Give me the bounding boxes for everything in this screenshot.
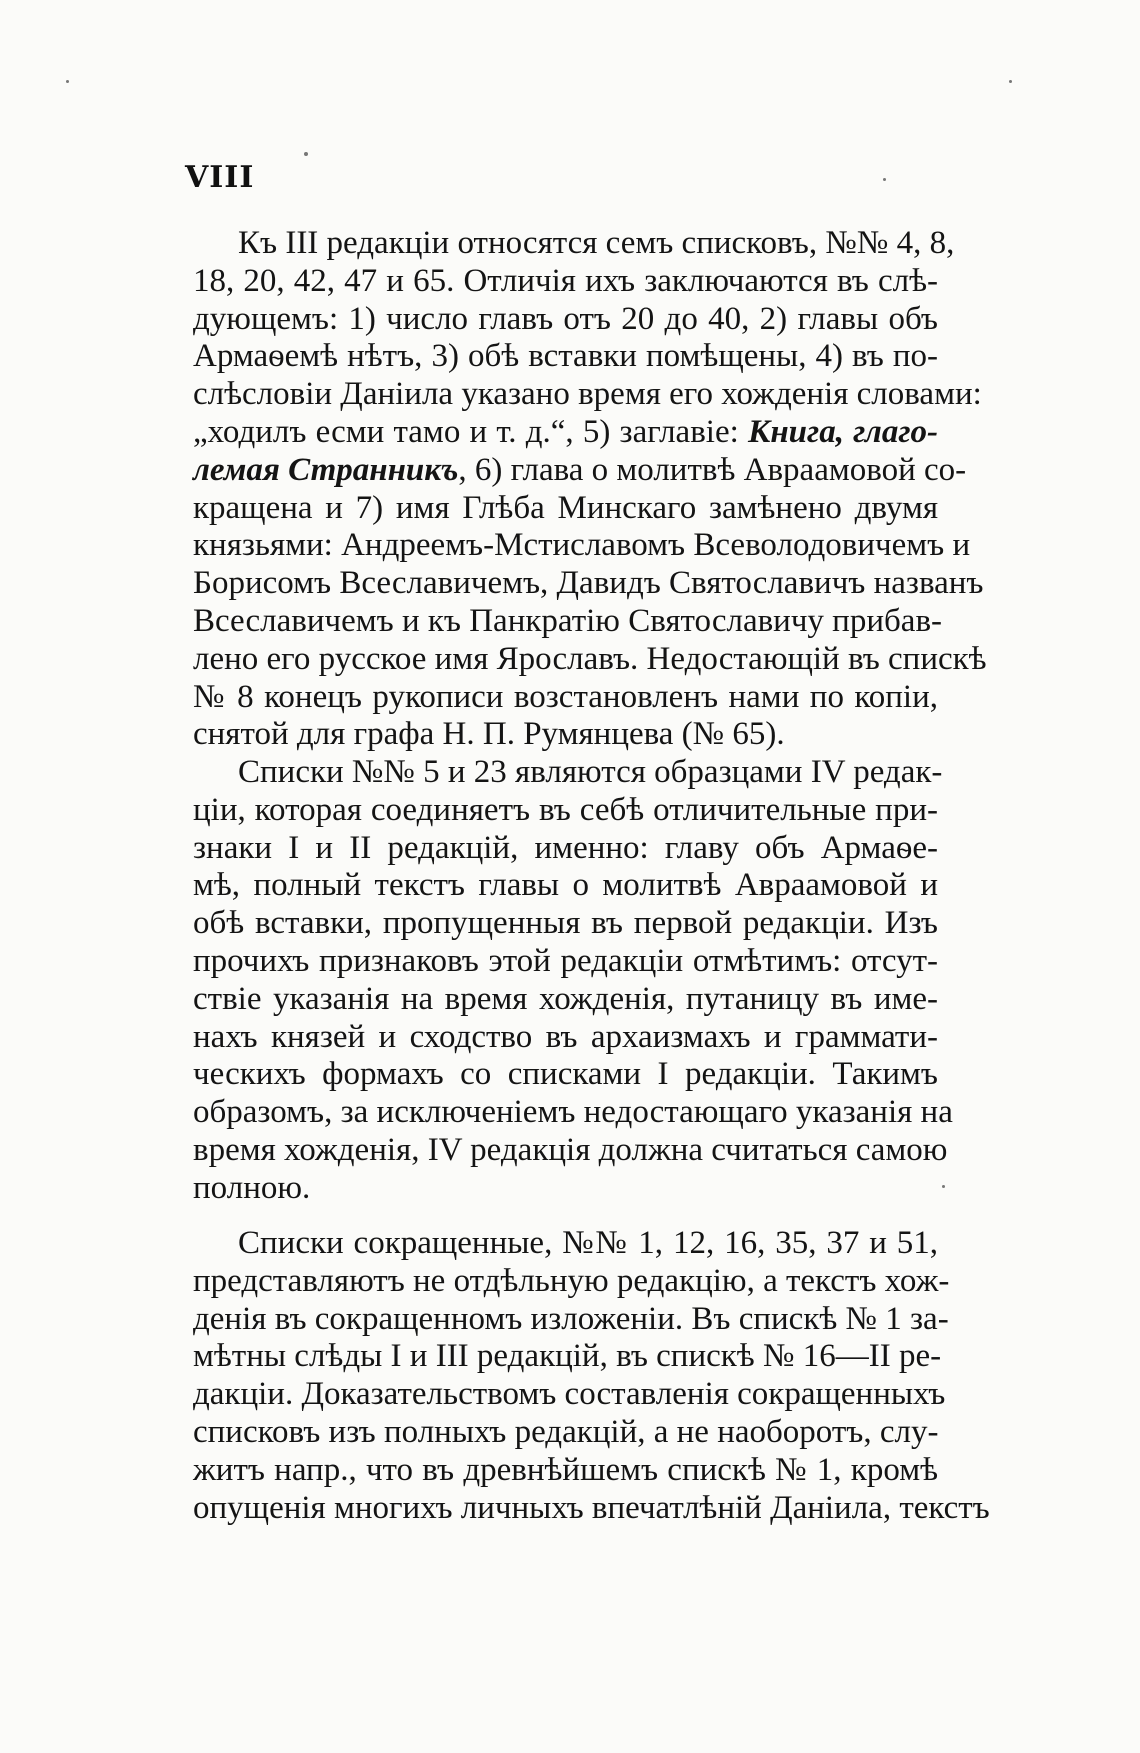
ink-speck (66, 80, 69, 83)
text-line (193, 414, 938, 452)
paragraph-1 (193, 225, 987, 754)
text-line: 18, 20, 42, 47 и 65. Отличія ихъ заключаются въ слѣ- (193, 262, 938, 299)
text-line: Къ III редакціи относятся семъ списковъ, №№ 4, 8, (238, 225, 955, 261)
text-line: ствіе указанія на время хожденія, путаницу въ име- (193, 980, 938, 1017)
text-line: снятой для графа Н. П. Румянцева (№ 65). (193, 716, 785, 753)
ink-speck (883, 178, 886, 181)
text-line: представляютъ не отдѣльную редакцію, а текстъ хож- (193, 1262, 950, 1299)
text-line: списковъ изъ полныхъ редакцій, а не наоборотъ, слу- (193, 1413, 939, 1450)
text-line: мѣтны слѣды I и III редакцій, въ спискѣ № 16—II ре- (193, 1338, 942, 1375)
text-line: опущенія многихъ личныхъ впечатлѣній Даніила, текстъ (193, 1489, 990, 1526)
text-line: прочихъ признаковъ этой редакціи отмѣтимъ: отсут- (193, 942, 938, 979)
text-line: обѣ вставки, пропущенныя въ первой редакціи. Изъ (193, 905, 938, 942)
text-line: денія въ сокращенномъ изложеніи. Въ спискѣ № 1 за- (193, 1300, 949, 1337)
text-line: полною. (193, 1169, 311, 1206)
text-line: Борисомъ Всеславичемъ, Давидъ Святославичъ названъ (193, 565, 984, 602)
title-emphasis: Книга, глаго- (747, 413, 938, 450)
text-line: дакціи. Доказательствомъ составленія сокращенныхъ (193, 1376, 946, 1413)
ink-speck (1009, 80, 1012, 83)
text-line: образомъ, за исключеніемъ недостающаго указанія на (193, 1094, 953, 1131)
ink-speck (304, 152, 308, 156)
text-line: Армаѳемѣ нѣтъ, 3) обѣ вставки помѣщены, 4) въ по- (193, 338, 938, 375)
text-line: лено его русское имя Ярославъ. Недостающій въ спискѣ (193, 640, 987, 677)
text-line: кращена и 7) имя Глѣба Минскаго замѣнено двумя (193, 489, 938, 526)
text-line: время хожденія, IV редакція должна считаться самою (193, 1131, 948, 1168)
paragraph-2 (193, 754, 953, 1208)
text-line: нахъ князей и сходство въ архаизмахъ и граммати- (193, 1018, 938, 1055)
text-fragment: „ходилъ есми тамо и т. д.“, 5) заглавіе: (193, 413, 748, 450)
paragraph-3 (193, 1225, 990, 1527)
text-line: слѣсловіи Даніила указано время его хожденія словами: (193, 376, 982, 413)
text-line: житъ напр., что въ древнѣйшемъ спискѣ № 1, кромѣ (193, 1451, 938, 1488)
page-number: VIII (185, 160, 255, 195)
text-fragment: , 6) глава о молитвѣ Авраамовой со- (458, 451, 967, 488)
text-line: мѣ, полный текстъ главы о молитвѣ Авраамовой и (193, 867, 938, 904)
text-line: Всеславичемъ и къ Панкратію Святославичу прибав- (193, 602, 943, 639)
text-line: ціи, которая соединяетъ въ себѣ отличительные при- (193, 791, 938, 828)
text-line: Списки сокращенные, №№ 1, 12, 16, 35, 37 и 51, (238, 1225, 938, 1261)
text-line (193, 451, 967, 490)
title-emphasis: лемая Странникъ (193, 451, 459, 488)
text-line: ческихъ формахъ со списками I редакціи. Такимъ (193, 1056, 938, 1093)
text-line: № 8 конецъ рукописи возстановленъ нами по копіи, (193, 678, 938, 715)
text-line: Списки №№ 5 и 23 являются образцами IV редак- (238, 754, 943, 790)
ink-speck (942, 1185, 945, 1188)
text-line: князьями: Андреемъ-Мстиславомъ Всеволодовичемъ и (193, 527, 971, 564)
text-line: дующемъ: 1) число главъ отъ 20 до 40, 2) главы объ (193, 300, 938, 337)
text-line: знаки I и II редакцій, именно: главу объ Армаѳе- (193, 829, 938, 866)
